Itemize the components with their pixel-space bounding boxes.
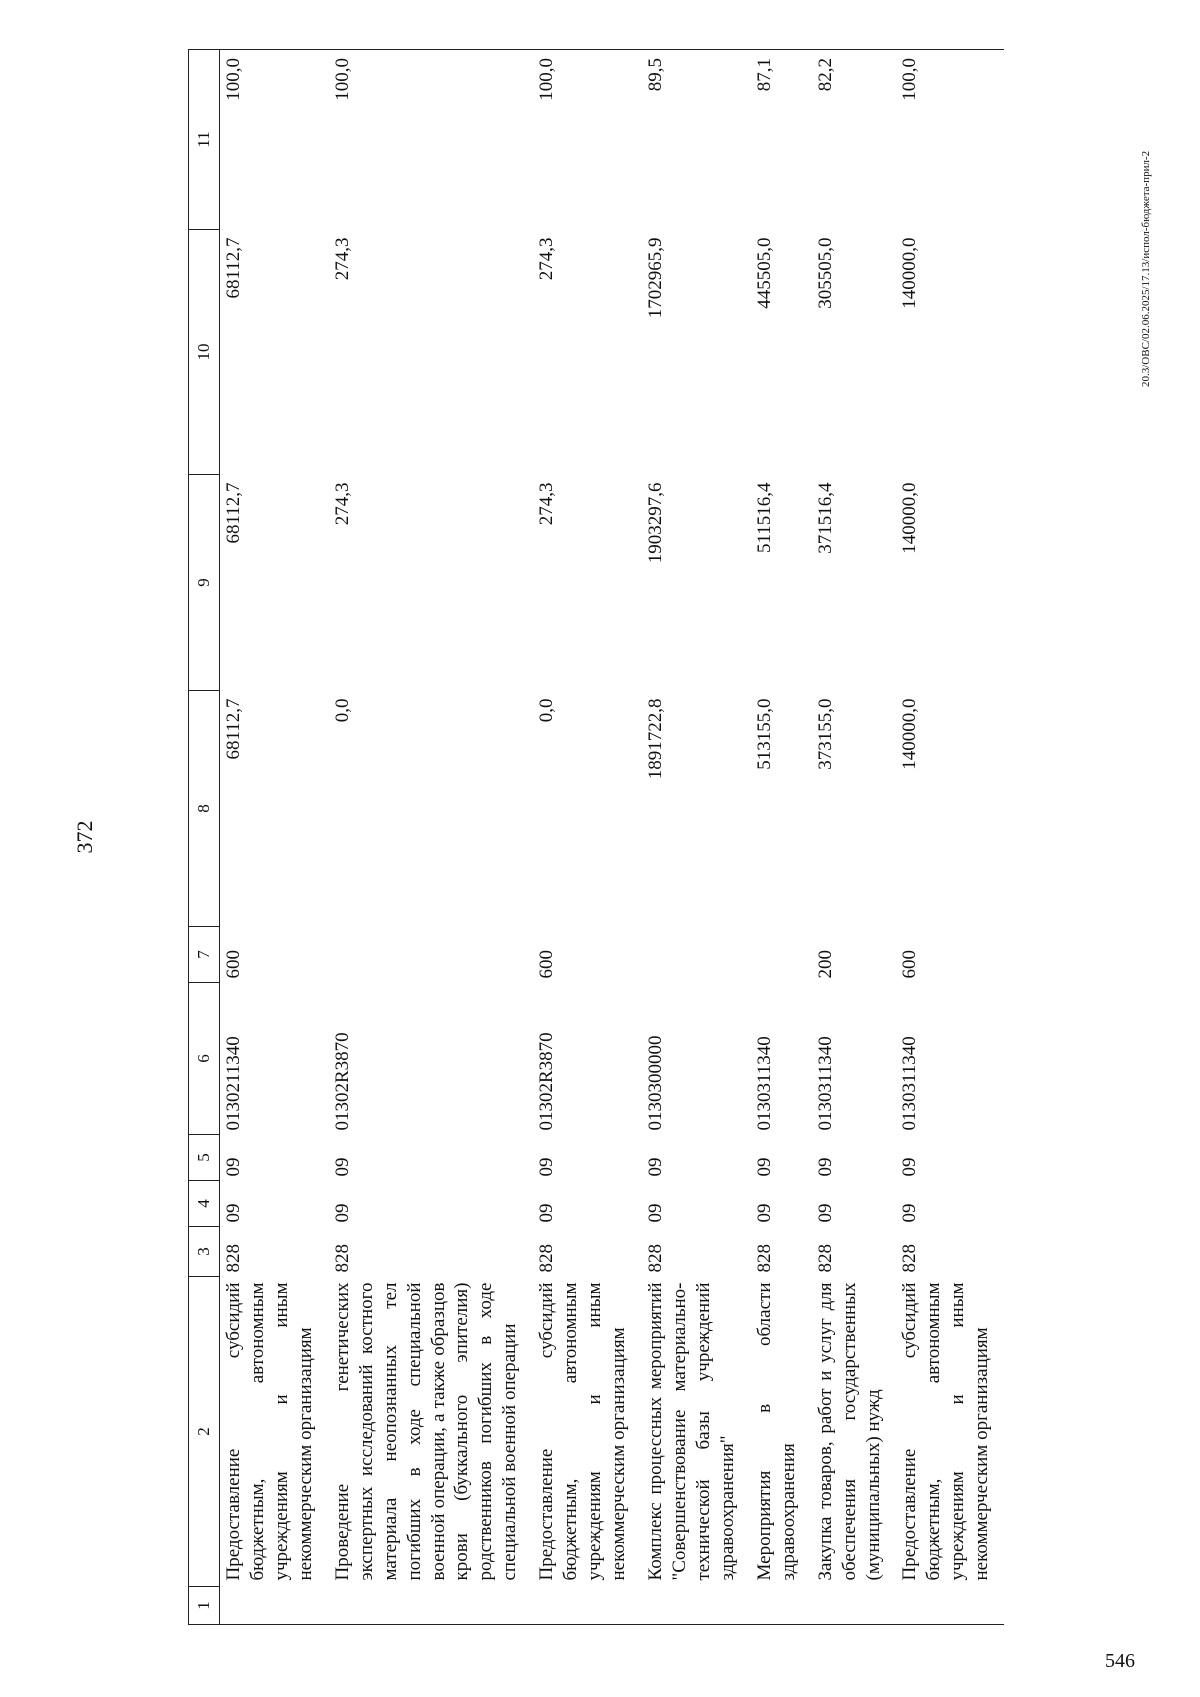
cell-col11: 100,0	[895, 50, 1004, 230]
row-name: Предоставление субсидий бюджетным, автономным учреждениям и иным некоммерческим организациям	[223, 1282, 316, 1581]
table-row	[895, 50, 1004, 1625]
cell-subsection: 09	[223, 1157, 244, 1177]
cell-expense-type: 600	[536, 950, 558, 979]
cell-col9: 68112,7	[223, 482, 244, 544]
cell-section: 09	[899, 1203, 921, 1223]
cell-ministry: 828	[753, 1244, 775, 1273]
col-header-11: 11	[189, 50, 220, 230]
cell-ministry: 828	[645, 1244, 666, 1273]
budget-table-wrap	[188, 50, 1004, 1625]
cell-col9: 274,3	[536, 482, 558, 526]
row-name: Мероприятия в области здравоохранения	[753, 1282, 799, 1581]
cell-subsection: 09	[645, 1157, 666, 1177]
cell-ministry: 828	[814, 1244, 836, 1273]
table-row	[532, 50, 641, 1625]
cell-subsection: 09	[814, 1157, 836, 1177]
cell-ministry: 828	[223, 1244, 244, 1273]
side-page-number: 546	[1105, 1650, 1135, 1672]
cell-col8: 513155,0	[753, 698, 775, 770]
col-header-4: 4	[189, 1181, 220, 1227]
cell-col11: 100,0	[328, 50, 533, 230]
cell-col8: 373155,0	[814, 698, 836, 770]
cell-target-article: 0130211340	[223, 1036, 244, 1131]
cell-col10: 274,3	[536, 237, 558, 281]
cell-subsection: 09	[899, 1157, 921, 1177]
col-header-10: 10	[189, 230, 220, 475]
cell-section: 09	[331, 1203, 353, 1223]
cell-expense-type	[641, 927, 750, 983]
table-row	[328, 50, 533, 1625]
col-header-2: 2	[189, 1277, 220, 1587]
cell-col10: 1702965,9	[645, 237, 666, 319]
cell-col10: 274,3	[331, 237, 353, 281]
table-row	[641, 50, 750, 1625]
row-name: Проведение генетических экспертных исследований костного материала неопознанных тел погибших в ходе специальной военной операции, а также образцов крови (буккального эпителия) родственников погибших в ходе специальной военной операции	[331, 1282, 521, 1581]
col-header-7: 7	[189, 927, 220, 983]
cell-col11: 100,0	[220, 50, 328, 230]
cell-target-article: 01302R3870	[331, 1032, 353, 1131]
table-row	[811, 50, 896, 1625]
cell-col11: 89,5	[641, 50, 750, 230]
cell-section: 09	[814, 1203, 836, 1223]
cell-ministry: 828	[331, 1244, 353, 1273]
cell-col9: 140000,0	[899, 482, 921, 554]
col-header-6: 6	[189, 983, 220, 1135]
cell-expense-type	[328, 927, 533, 983]
cell-expense-type: 600	[899, 950, 921, 979]
header-row	[189, 50, 220, 1625]
cell-ministry: 828	[899, 1244, 921, 1273]
cell-col8: 68112,7	[223, 698, 244, 760]
cell-section: 09	[223, 1203, 244, 1223]
cell-ministry: 828	[536, 1244, 558, 1273]
cell-target-article: 0130311340	[753, 1036, 775, 1131]
cell-col11: 87,1	[750, 50, 811, 230]
cell-subsection: 09	[753, 1157, 775, 1177]
cell-col8: 0,0	[536, 698, 558, 723]
row-name: Предоставление субсидий бюджетным, автономным учреждениям и иным некоммерческим организациям	[536, 1282, 630, 1581]
col-header-9: 9	[189, 475, 220, 691]
budget-table	[188, 49, 1004, 1625]
col-header-8: 8	[189, 691, 220, 927]
cell-expense-type: 600	[223, 950, 244, 979]
table-row	[750, 50, 811, 1625]
side-page-number-wrap	[1105, 1650, 1135, 1673]
cell-expense-type: 200	[814, 950, 836, 979]
cell-col9: 1903297,6	[645, 482, 666, 564]
cell-section: 09	[645, 1203, 666, 1223]
cell-col9: 274,3	[331, 482, 353, 526]
col-header-1: 1	[189, 1587, 220, 1625]
cell-col8: 140000,0	[899, 698, 921, 770]
footer-document-code: 20.3/OBC/02.06.2025/17.13/испол-бюджета-прил-2	[1140, 150, 1152, 387]
cell-expense-type	[750, 927, 811, 983]
cell-target-article: 0130311340	[814, 1036, 836, 1131]
cell-section: 09	[753, 1203, 775, 1223]
cell-col10: 305505,0	[814, 237, 836, 309]
cell-section: 09	[536, 1203, 558, 1223]
cell-col8: 0,0	[331, 698, 353, 723]
cell-subsection: 09	[331, 1157, 353, 1177]
cell-col9: 371516,4	[814, 482, 836, 554]
col-header-3: 3	[189, 1227, 220, 1277]
cell-col10: 445505,0	[753, 237, 775, 309]
cell-col10: 140000,0	[899, 237, 921, 309]
cell-subsection: 09	[536, 1157, 558, 1177]
cell-col10: 68112,7	[223, 237, 244, 299]
cell-target-article: 01302R3870	[536, 1032, 558, 1131]
cell-col8: 1891722,8	[645, 698, 666, 780]
cell-target-article: 0130311340	[899, 1036, 921, 1131]
cell-target-article: 0130300000	[645, 1035, 666, 1131]
row-name: Закупка товаров, работ и услуг для обеспечения государственных (муниципальных) нужд	[814, 1282, 884, 1581]
table-row	[220, 50, 328, 1625]
row-name: Комплекс процессных мероприятий "Совершенствование материально-технической базы учреждений здравоохранения"	[645, 1282, 738, 1581]
col-header-5: 5	[189, 1135, 220, 1181]
cell-col11: 100,0	[532, 50, 641, 230]
cell-col11: 82,2	[811, 50, 896, 230]
cell-col9: 511516,4	[753, 482, 775, 554]
page-number: 372	[72, 820, 97, 854]
row-name: Предоставление субсидий бюджетным, автономным учреждениям и иным некоммерческим организациям	[899, 1282, 993, 1581]
